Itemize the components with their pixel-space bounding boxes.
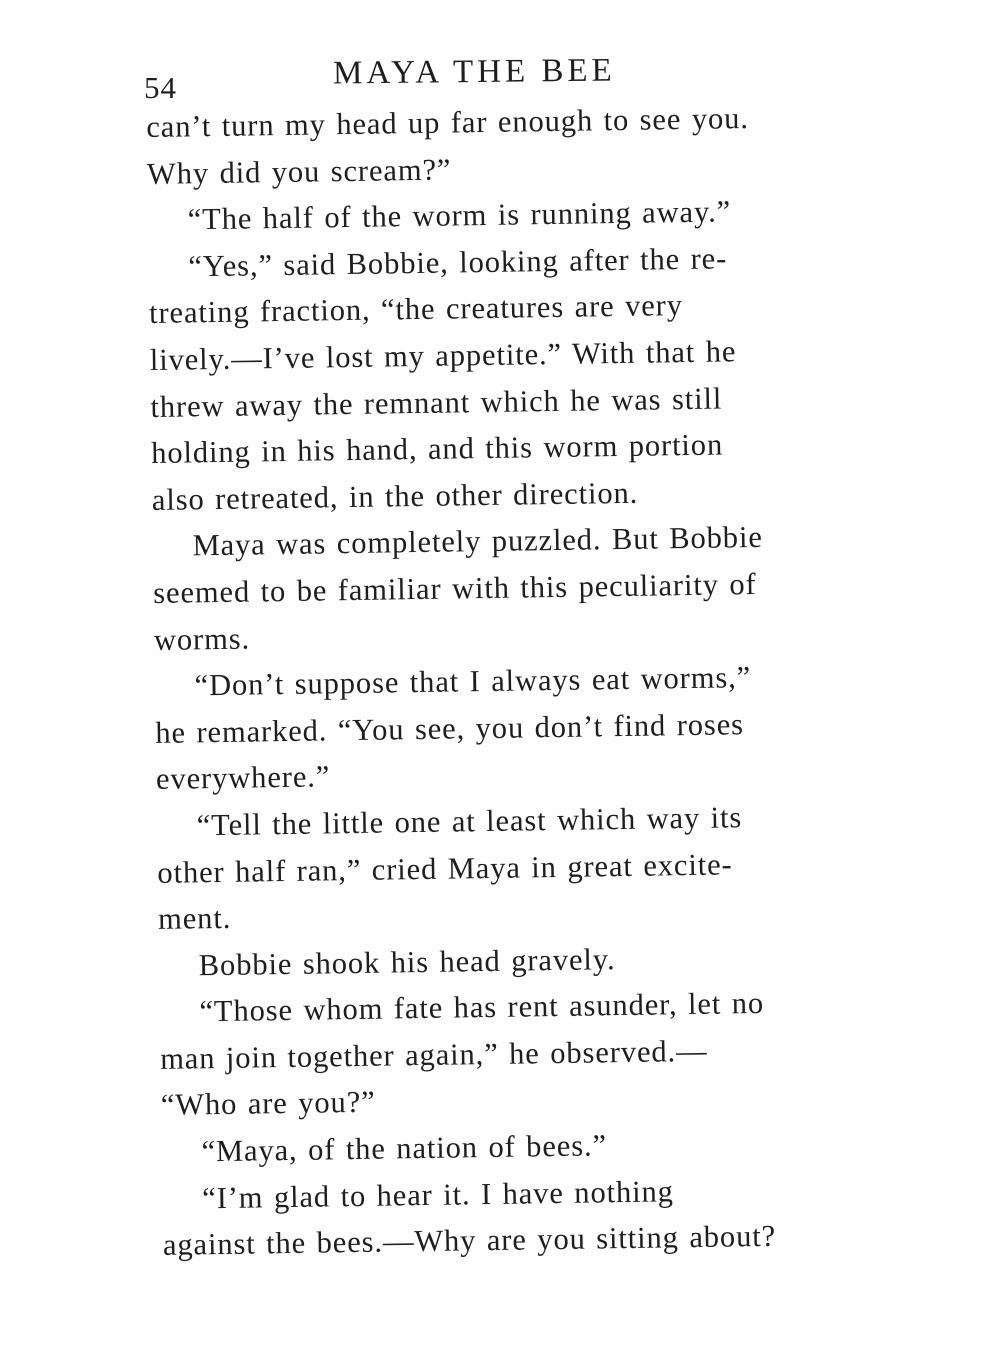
text-line: against the bees.—Why are you sitting about?: [162, 1219, 777, 1263]
text-line: everywhere.”: [155, 759, 331, 797]
text-line: Why did you scream?”: [146, 152, 452, 191]
text-line: Bobbie shook his head gravely.: [198, 941, 616, 982]
running-head: MAYA THE BEE: [332, 52, 616, 92]
text-line: threw away the remnant which he was still: [150, 381, 723, 424]
text-line: can’t turn my head up far enough to see you.: [146, 101, 750, 144]
text-line: Maya was completely puzzled. But Bobbie: [192, 520, 763, 563]
text-line: ment.: [157, 900, 232, 937]
text-line: worms.: [153, 621, 251, 657]
text-line: man join together again,” he observed.—: [159, 1033, 708, 1076]
page-number: 54: [144, 70, 177, 105]
text-line: “I’m glad to hear it. I have nothing: [201, 1173, 675, 1215]
text-line: “The half of the worm is running away.”: [187, 194, 732, 237]
text-line: “Don’t suppose that I always eat worms,”: [194, 660, 752, 703]
text-line: “Maya, of the nation of bees.”: [201, 1128, 608, 1169]
text-line: seemed to be familiar with this peculiarity of: [153, 566, 757, 610]
text-line: lively.—I’ve lost my appetite.” With that he: [149, 334, 737, 377]
body-text: [146, 94, 863, 1269]
text-line: holding in his hand, and this worm portion: [150, 427, 724, 471]
text-line: he remarked. “You see, you don’t find roses: [155, 706, 745, 750]
text-line: “Tell the little one at least which way its: [196, 800, 743, 843]
text-line: “Those whom fate has rent asunder, let no: [199, 986, 765, 1029]
text-line: “Who are you?”: [160, 1085, 376, 1123]
text-line: “Yes,” said Bobbie, looking after the re-: [188, 241, 728, 284]
text-line: also retreated, in the other direction.: [151, 475, 639, 517]
text-line: other half ran,” cried Maya in great excite-: [157, 846, 733, 890]
text-line: treating fraction, “the creatures are very: [148, 288, 684, 331]
